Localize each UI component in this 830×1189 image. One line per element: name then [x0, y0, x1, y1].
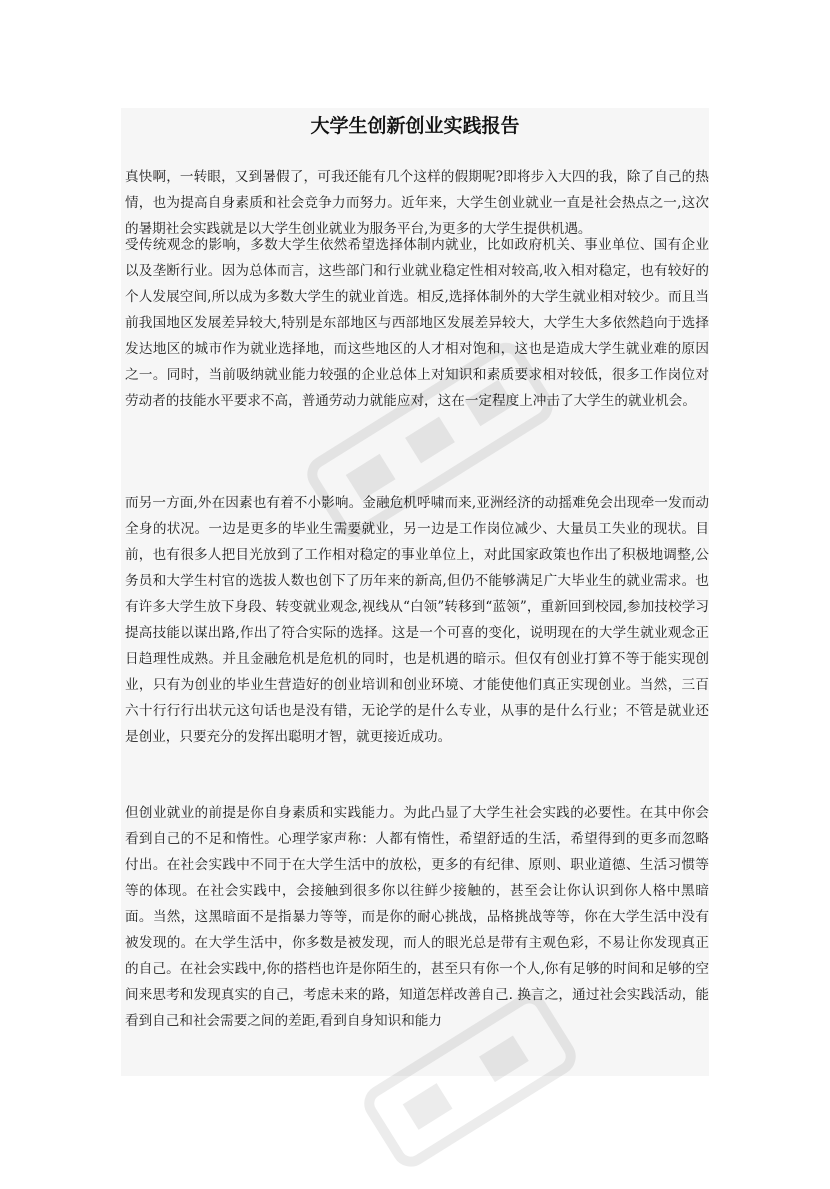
body-paragraph: 真快啊，一转眼，又到暑假了，可我还能有几个这样的假期呢?即将步入大四的我，除了自己的热情，也为提高自身素质和社会竞争力而努力。近年来，大学生创业就业一直是社会热点之一,这次的暑期社会实践就是以大学生创业就业为服务平台,为更多的大学生提供机遇。 — [125, 169, 709, 237]
body-paragraph: 受传统观念的影响，多数大学生依然希望选择体制内就业，比如政府机关、事业单位、国有企业以及垄断行业。因为总体而言，这些部门和行业就业稳定性相对较高,收入相对稳定，也有较好的个人发展空间,所以成为多数大学生的就业首选。相反,选择体制外的大学生就业相对较少。而且当前我国地区发展差异较大,特别是东部地区与西部地区发展差异较大，大学生大多依然趋向于选择发达地区的城市作为就业选择地，而这些地区的人才相对饱和，这也是造成大学生就业难的原因之一。同时，当前吸纳就业能力较强的企业总体上对知识和素质要求相对较低，很多工作岗位对劳动者的技能水平要求不高，普通劳动力就能应对，这在一定程度上冲击了大学生的就业机会。 — [125, 237, 709, 409]
body-paragraph: 但创业就业的前提是你自身素质和实践能力。为此凸显了大学生社会实践的必要性。在其中你会看到自己的不足和惰性。心理学家声称：人都有惰性，希望舒适的生活，希望得到的更多而忽略付出。在社会实践中不同于在大学生活中的放松，更多的有纪律、原则、职业道德、生活习惯等等的体现。在社会实践中，会接触到很多你以往鲜少接触的，甚至会让你认识到你人格中黑暗面。当然，这黑暗面不是指暴力等等，而是你的耐心挑战，品格挑战等等，你在大学生活中没有被发现的。在大学生活中，你多数是被发现，而人的眼光总是带有主观色彩，不易让你发现真正的自己。在社会实践中,你的搭档也许是你陌生的，甚至只有你一个人,你有足够的时间和足够的空间来思考和发现真实的自己，考虑未来的路，知道怎样改善自己. 换言之，通过社会实践活动，能看到自己和社会需要之间的差距,看到自身知识和能力 — [125, 805, 709, 1029]
body-paragraph: 而另一方面,外在因素也有着不小影响。金融危机呼啸而来,亚洲经济的动摇难免会出现牵一发而动全身的状况。一边是更多的毕业生需要就业，另一边是工作岗位减少、大量员工失业的现状。目前，也有很多人把目光放到了工作相对稳定的事业单位上，对此国家政策也作出了积极地调整,公务员和大学生村官的选拔人数也创下了历年来的新高,但仍不能够满足广大毕业生的就业需求。也有许多大学生放下身段、转变就业观念,视线从“白领”转移到“蓝领”，重新回到校园,参加技校学习提高技能以谋出路,作出了符合实际的选择。这是一个可喜的变化，说明现在的大学生就业观念正日趋理性成熟。并且金融危机是危机的同时，也是机遇的暗示。但仅有创业打算不等于能实现创业，只有为创业的毕业生营造好的创业培训和创业环境、才能使他们真正实现创业。当然，三百六十行行行出状元这句话也是没有错，无论学的是什么专业，从事的是什么行业；不管是就业还是创业，只要充分的发挥出聪明才智，就更接近成功。 — [125, 495, 709, 745]
page-title: 大学生创新创业实践报告 — [310, 115, 520, 137]
